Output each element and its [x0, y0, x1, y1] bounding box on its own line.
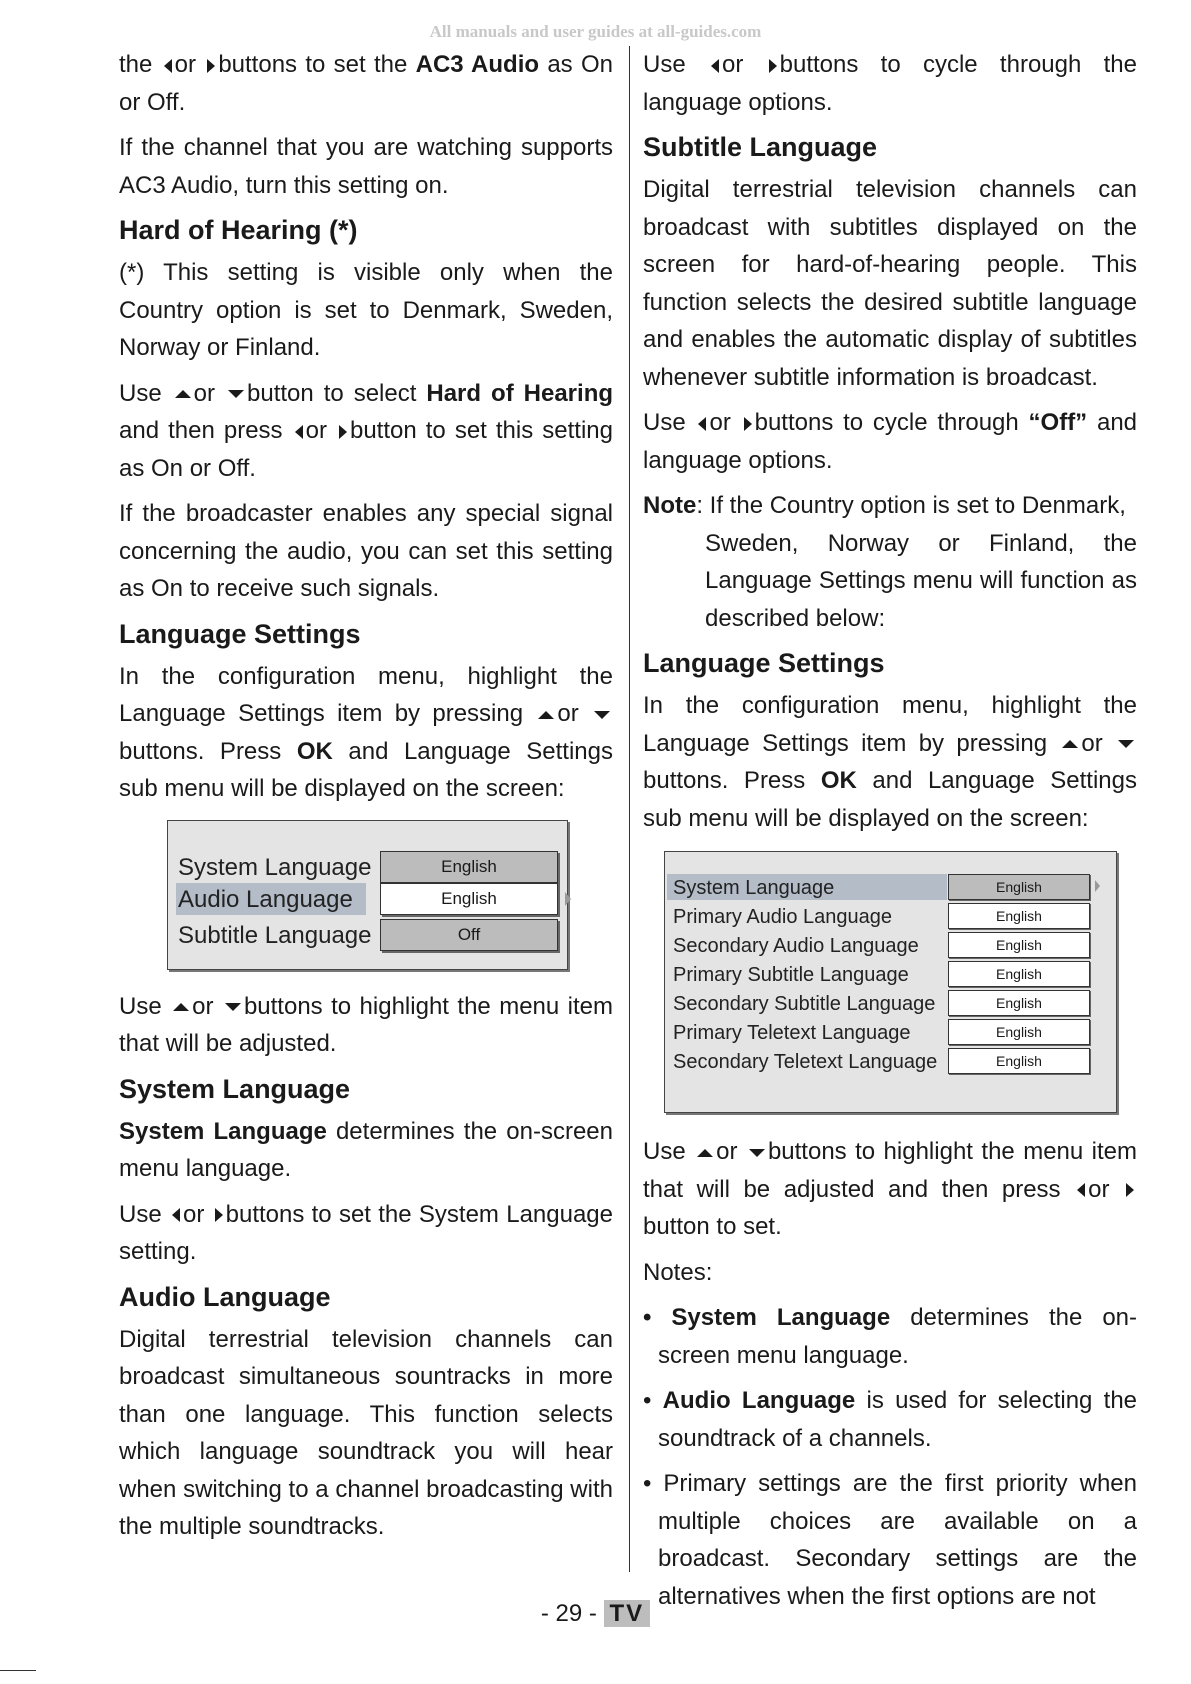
broadcaster-signal-paragraph: If the broadcaster enables any special signal concerning the audio, you can set this setting as On to receive such signals.: [119, 500, 613, 602]
down-arrow-icon: [749, 1149, 765, 1157]
bullet-primary-settings: • Primary settings are the first priority when multiple choices are available on a broadcast. Secondary settings are the alternatives when the first options are not: [643, 1470, 1137, 1610]
menu-row-system-language[interactable]: [176, 851, 558, 883]
note-continuation: Sweden, Norway or Finland, the Language Settings menu will function as described below:: [705, 529, 1137, 632]
up-arrow-icon: [697, 1149, 713, 1157]
right-arrow-icon: [1126, 1183, 1134, 1197]
page-footer: [0, 1600, 1191, 1628]
subtitle-cycle-paragraph: Use or buttons to cycle through “Off” and language options.: [643, 409, 1138, 474]
up-arrow-icon: [175, 390, 191, 398]
ac3-paragraph: the or buttons to set the AC3 Audio as On or Off.: [119, 51, 613, 116]
right-arrow-icon: [744, 417, 752, 431]
down-arrow-icon: [1118, 740, 1134, 748]
left-arrow-icon: [295, 425, 303, 439]
subtitle-language-heading: Subtitle Language: [643, 132, 878, 162]
corner-rule: [0, 1670, 36, 1671]
scroll-right-icon: [1095, 880, 1100, 892]
menu-row-audio-language[interactable]: [176, 883, 558, 915]
column-divider: [629, 46, 630, 1572]
language-settings-menu-extended: [664, 851, 1117, 1113]
right-arrow-icon: [215, 1208, 223, 1222]
menu-value[interactable]: English: [948, 903, 1090, 929]
menu-value[interactable]: English: [948, 932, 1090, 958]
menu-label: Secondary Subtitle Language: [673, 993, 936, 1015]
ac3-support-paragraph: If the channel that you are watching supports AC3 Audio, turn this setting on.: [119, 134, 613, 199]
right-arrow-icon: [339, 425, 347, 439]
menu-row-primary-subtitle[interactable]: [667, 961, 1113, 989]
menu-row-primary-audio[interactable]: [667, 903, 1113, 931]
system-language-heading: System Language: [119, 1073, 351, 1104]
left-arrow-icon: [164, 59, 172, 73]
down-arrow-icon: [228, 390, 244, 398]
menu-value[interactable]: English: [948, 1048, 1090, 1074]
menu-value[interactable]: English: [948, 990, 1090, 1016]
up-arrow-icon: [173, 1003, 189, 1011]
menu-label: Secondary Audio Language: [673, 935, 919, 957]
language-settings-paragraph: In the configuration menu, highlight the Language Settings item by pressing or buttons. Press OK and Language Settings sub menu will be displayed on the screen:: [119, 662, 613, 802]
menu-row-secondary-subtitle[interactable]: [667, 990, 1113, 1018]
scroll-right-icon: [565, 892, 571, 906]
notes-label: Notes:: [643, 1258, 713, 1286]
menu-label: Audio Language: [178, 885, 353, 913]
menu-value[interactable]: English: [948, 1019, 1090, 1045]
menu-row-primary-teletext[interactable]: [667, 1019, 1113, 1047]
up-arrow-icon: [1062, 740, 1078, 748]
section-badge: TV: [604, 1600, 651, 1627]
cycle-language-paragraph: Use or buttons to cycle through the language options.: [643, 51, 1137, 116]
menu-label: System Language: [673, 877, 835, 899]
menu-row-secondary-audio[interactable]: [667, 932, 1113, 960]
left-arrow-icon: [711, 59, 719, 73]
bullet-audio-language: • Audio Language is used for selecting the soundtrack of a channels.: [643, 1387, 1138, 1452]
left-arrow-icon: [1077, 1183, 1085, 1197]
note-paragraph: Note: If the Country option is set to Denmark,: [643, 492, 1126, 519]
hoh-use-paragraph: Use or button to select Hard of Hearing and then press or button to set this setting as On or Off.: [119, 379, 614, 482]
hoh-visibility-paragraph: (*) This setting is visible only when the Country option is set to Denmark, Sweden, Norway or Finland.: [119, 259, 613, 361]
down-arrow-icon: [594, 711, 610, 719]
menu-value[interactable]: English: [948, 961, 1090, 987]
highlight-adjust-paragraph: Use or buttons to highlight the menu item that will be adjusted and then press or button to set.: [643, 1138, 1138, 1240]
right-arrow-icon: [769, 59, 777, 73]
menu-row-secondary-teletext[interactable]: [667, 1048, 1113, 1076]
highlight-menu-paragraph: Use or buttons to highlight the menu item that will be adjusted.: [119, 992, 614, 1057]
menu-row-subtitle-language[interactable]: [176, 919, 558, 951]
language-settings-paragraph-2: In the configuration menu, highlight the Language Settings item by pressing or buttons. Press OK and Language Settings sub menu will be displayed on the screen:: [643, 692, 1137, 832]
left-arrow-icon: [698, 417, 706, 431]
right-column: [643, 46, 1137, 1623]
language-settings-heading-2: Language Settings: [643, 648, 885, 678]
menu-value[interactable]: Off: [380, 919, 558, 951]
audio-language-heading: Audio Language: [119, 1281, 331, 1312]
menu-value[interactable]: English: [380, 851, 558, 883]
menu-label: Primary Teletext Language: [673, 1022, 911, 1044]
subtitle-language-paragraph: Digital terrestrial television channels can broadcast with subtitles displayed on the screen for hard-of-hearing people. This function selects the desired subtitle language and enables the automatic display of subtitles whenever subtitle information is broadcast.: [643, 176, 1137, 391]
menu-label: Primary Subtitle Language: [673, 964, 909, 986]
bullet-system-language: • System Language determines the on-screen menu language.: [643, 1304, 1138, 1369]
menu-label: Secondary Teletext Language: [673, 1051, 938, 1073]
menu-label: Primary Audio Language: [673, 906, 893, 928]
menu-label: Subtitle Language: [178, 921, 372, 949]
watermark: All manuals and user guides at all-guides.com: [429, 22, 762, 41]
audio-language-paragraph: Digital terrestrial television channels can broadcast simultaneous sountracks in more than one language. This function selects which language soundtrack you will hear when switching to a channel broadcasting with the multiple soundtracks.: [119, 1325, 613, 1540]
menu-value[interactable]: English: [380, 883, 558, 915]
language-settings-menu-simple: [167, 820, 568, 970]
menu-row-system-language[interactable]: [667, 874, 1113, 902]
system-language-paragraph: System Language determines the on-screen menu language.: [119, 1117, 613, 1182]
up-arrow-icon: [538, 711, 554, 719]
system-language-use-paragraph: Use or buttons to set the System Language setting.: [119, 1200, 613, 1265]
left-arrow-icon: [172, 1208, 180, 1222]
menu-label: System Language: [178, 853, 372, 881]
menu-value[interactable]: English: [948, 874, 1090, 900]
page-number: - 29 -: [540, 1600, 597, 1627]
hard-of-hearing-heading: Hard of Hearing (*): [119, 215, 358, 245]
right-arrow-icon: [207, 59, 215, 73]
language-settings-heading: Language Settings: [119, 618, 361, 649]
down-arrow-icon: [225, 1003, 241, 1011]
left-column: [119, 46, 613, 1554]
